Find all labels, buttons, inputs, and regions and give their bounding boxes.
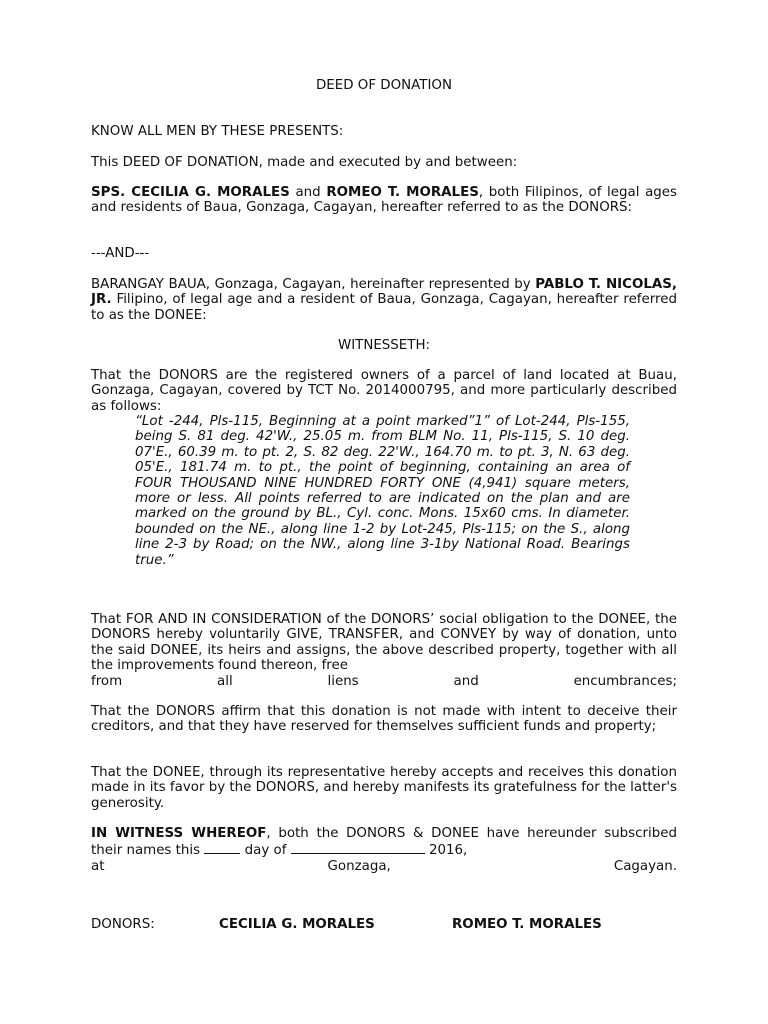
signature-label: DONORS: [91, 917, 155, 932]
donee-prefix: BARANGAY BAUA, Gonzaga, Cagayan, hereinafter represented by [91, 277, 531, 292]
affirm-paragraph: That the DONORS affirm that this donation is not made with intent to deceive their creditors, and that they have reserved for themselves sufficient funds and property; [91, 704, 677, 735]
consideration-word: all [217, 673, 233, 689]
witness-place-word: at [91, 858, 105, 874]
and-word: and [295, 185, 321, 200]
donee-paragraph [91, 277, 677, 323]
witness-paragraph [91, 826, 677, 874]
consideration-word: and [453, 673, 479, 689]
consideration-text: That FOR AND IN CONSIDERATION of the DONORS’ social obligation to the DONEE, the DONORS hereby voluntarily GIVE, TRANSFER, and CONVEY by way of donation, unto the said DONEE, its heirs and assigns, the above described property, together with all the improvements found thereon, free [91, 612, 677, 674]
donee-description: Filipino, of legal age and a resident of Baua, Gonzaga, Cagayan, hereafter referred to as the DONEE: [91, 292, 677, 323]
witness-text-1: , both the DONORS & DONEE have hereunder subscribed their names this [91, 826, 677, 859]
opening-line: This DEED OF DONATION, made and executed by and between: [91, 155, 518, 170]
witness-place-line [91, 859, 677, 874]
donee-representative: PABLO T. NICOLAS, JR. [91, 277, 677, 308]
donor-2-name: ROMEO T. MORALES [326, 185, 479, 200]
witness-year: 2016, [428, 843, 468, 859]
donors-paragraph [91, 185, 677, 216]
donors-description: , both Filipinos, of legal ages and residents of Baua, Gonzaga, Cagayan, hereafter referred to as the DONORS: [91, 185, 678, 216]
acceptance-paragraph: That the DONEE, through its representative hereby accepts and receives this donation made in its favor by the DONORS, and hereby manifests its gratefulness for the latter's generosity. [91, 765, 678, 811]
witness-place-word: Cagayan. [613, 858, 677, 874]
ownership-paragraph: That the DONORS are the registered owners of a parcel of land located at Buau, Gonzaga, Cagayan, covered by TCT No. 2014000795, and more particularly described as follows: [91, 368, 677, 414]
signature-name-1: CECILIA G. MORALES [219, 917, 375, 932]
witness-place-word: Gonzaga, [327, 858, 391, 874]
and-separator: ---AND--- [91, 246, 150, 261]
day-blank [204, 841, 240, 854]
witness-text-2: day of [244, 843, 287, 859]
month-blank [291, 841, 425, 854]
property-description: “Lot -244, Pls-115, Beginning at a point marked”1” of Lot-244, Pls-155, being S. 81 deg. 42'W., 25.05 m. from BLM No. 11, Pls-115, S. 10 deg. 07'E., 60.39 m. to pt. 2, S. 82 deg. 22'W., 164.70 m. to pt. 3, N. 63 deg. 05'E., 181.74 m. to pt., the point of beginning, containing an area of FOUR THOUSAND NINE HUNDRED FORTY ONE (4,941) square meters, more or less. All points referred to are indicated on the plan and are marked on the ground by BL., Cyl. conc. Mons. 15x60 cms. In diameter. bounded on the NE., along line 1-2 by Lot-245, Pls-115; on the S., along line 2-3 by Road; on the NW., along line 3-1by National Road. Bearings true.” [135, 414, 630, 568]
witnesseth-heading: WITNESSETH: [337, 338, 431, 353]
witness-whereof: IN WITNESS WHEREOF [91, 826, 267, 841]
consideration-paragraph [91, 612, 677, 689]
intro-line: KNOW ALL MEN BY THESE PRESENTS: [91, 124, 344, 139]
document-title: DEED OF DONATION [316, 78, 452, 93]
consideration-last-line [91, 674, 677, 689]
donor-1-name: SPS. CECILIA G. MORALES [91, 185, 290, 200]
consideration-word: from [91, 673, 123, 689]
consideration-word: liens [327, 673, 359, 689]
consideration-word: encumbrances; [573, 673, 677, 689]
signature-name-2: ROMEO T. MORALES [452, 917, 602, 932]
